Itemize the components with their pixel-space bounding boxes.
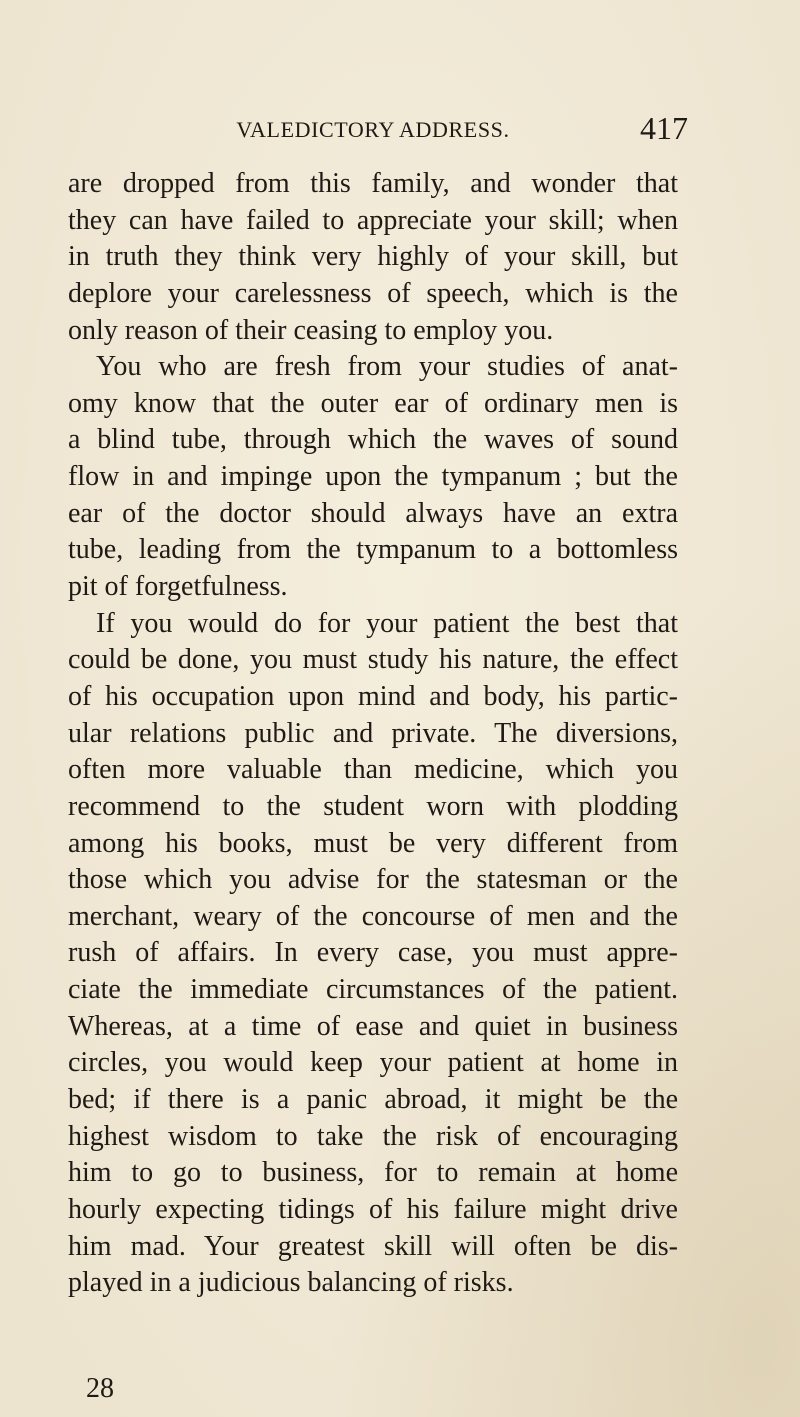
text-line: merchant, weary of the concourse of men and the	[68, 900, 678, 932]
text-line: they can have failed to appreciate your skill; when	[68, 204, 678, 236]
running-head: VALEDICTORY ADDRESS.	[236, 117, 510, 142]
body-text	[68, 166, 678, 1302]
text-line: him mad. Your greatest skill will often be dis-	[68, 1230, 678, 1262]
text-line: of his occupation upon mind and body, his partic-	[68, 680, 678, 712]
text-line: pit of forgetfulness.	[68, 571, 288, 603]
text-line: flow in and impinge upon the tympanum ; but the	[68, 461, 678, 493]
text-line: omy know that the outer ear of ordinary men is	[68, 387, 678, 419]
text-line: played in a judicious balancing of risks.	[68, 1267, 514, 1299]
text-line: circles, you would keep your patient at home in	[68, 1047, 678, 1079]
text-line: ear of the doctor should always have an extra	[68, 497, 678, 529]
text-line: You who are fresh from your studies of anat-	[96, 351, 678, 383]
text-line: him to go to business, for to remain at home	[68, 1157, 678, 1189]
signature-mark: 28	[86, 1373, 114, 1404]
text-line: recommend to the student worn with plodding	[68, 790, 678, 822]
text-line: Whereas, at a time of ease and quiet in business	[68, 1010, 678, 1042]
text-line: bed; if there is a panic abroad, it might be the	[68, 1084, 678, 1116]
text-line: highest wisdom to take the risk of encouraging	[68, 1120, 678, 1152]
text-line: deplore your carelessness of speech, which is the	[68, 277, 678, 309]
text-line: tube, leading from the tympanum to a bottomless	[68, 534, 678, 566]
text-line: among his books, must be very different from	[68, 827, 678, 859]
page-number: 417	[640, 110, 688, 146]
text-line: often more valuable than medicine, which you	[68, 754, 678, 786]
text-line: ular relations public and private. The diversions,	[68, 717, 678, 749]
text-line: in truth they think very highly of your skill, but	[68, 241, 678, 273]
text-line: hourly expecting tidings of his failure might drive	[68, 1193, 678, 1225]
text-line: those which you advise for the statesman or the	[68, 864, 678, 896]
text-line: rush of affairs. In every case, you must appre-	[68, 937, 678, 969]
text-line: a blind tube, through which the waves of sound	[68, 424, 678, 456]
text-line: If you would do for your patient the best that	[96, 607, 678, 639]
text-line: could be done, you must study his nature, the effect	[68, 644, 678, 676]
text-line: only reason of their ceasing to employ you.	[68, 314, 554, 346]
text-line: are dropped from this family, and wonder that	[68, 168, 678, 199]
text-line: ciate the immediate circumstances of the patient.	[68, 974, 678, 1006]
